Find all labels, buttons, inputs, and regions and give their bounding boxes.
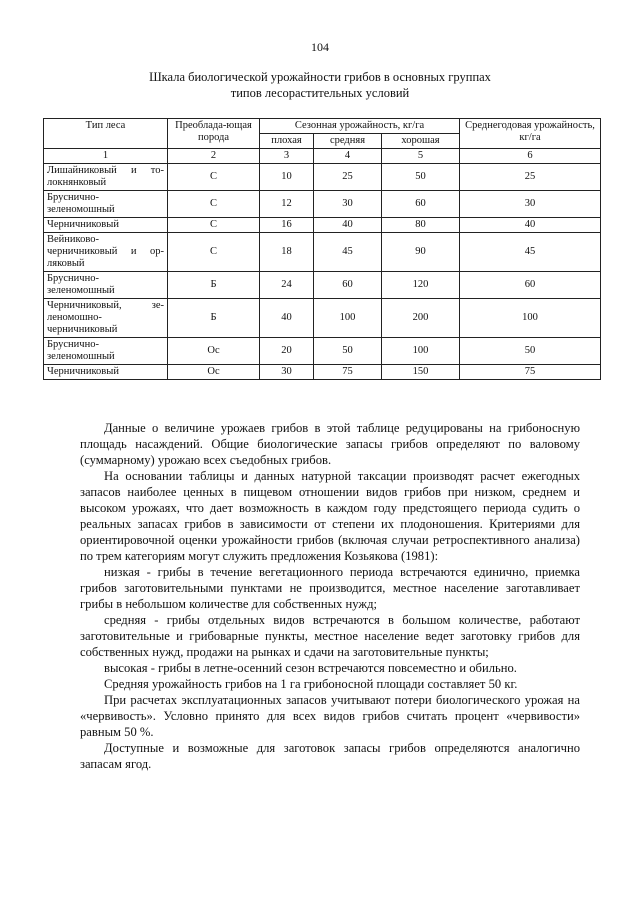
species-cell: С (168, 164, 260, 191)
average-yield-cell: 60 (460, 272, 601, 299)
table-row (44, 365, 601, 380)
column-number: 6 (460, 149, 601, 164)
title-line-2: типов лесорастительных условий (230, 86, 410, 100)
good-yield-cell: 150 (382, 365, 460, 380)
table-row (44, 299, 601, 338)
good-yield-cell: 60 (382, 191, 460, 218)
average-yield-cell: 25 (460, 164, 601, 191)
header-row-1 (44, 119, 601, 134)
table-body (44, 164, 601, 380)
poor-yield-cell: 12 (260, 191, 314, 218)
forest-type-cell: Бруснично-зеленомошный (44, 338, 168, 365)
species-cell: Ос (168, 365, 260, 380)
poor-yield-cell: 18 (260, 233, 314, 272)
header-average-annual: Среднегодовая урожайность, кг/га (460, 119, 601, 149)
header-medium: средняя (314, 134, 382, 149)
medium-yield-cell: 60 (314, 272, 382, 299)
species-cell: С (168, 218, 260, 233)
column-number: 4 (314, 149, 382, 164)
forest-type-cell: Черничниковый, зе-леномошно-черничниковый (44, 299, 168, 338)
paragraph: низкая - грибы в течение вегетационного периода встречаются единично, приемка грибов заготовительными пунктами не производится, местное население заготавливает грибы в небольшом количестве для собственных нужд; (80, 565, 580, 611)
forest-type-cell: Бруснично-зеленомошный (44, 272, 168, 299)
paragraph: высокая - грибы в летне-осенний сезон встречаются повсеместно и обильно. (104, 661, 517, 675)
species-cell: Б (168, 299, 260, 338)
good-yield-cell: 100 (382, 338, 460, 365)
poor-yield-cell: 30 (260, 365, 314, 380)
poor-yield-cell: 20 (260, 338, 314, 365)
poor-yield-cell: 10 (260, 164, 314, 191)
forest-type-cell: Вейниково-черничниковый и ор-ляковый (44, 233, 168, 272)
header-seasonal-yield: Сезонная урожайность, кг/га (260, 119, 460, 134)
species-cell: С (168, 233, 260, 272)
poor-yield-cell: 16 (260, 218, 314, 233)
paragraph: Средняя урожайность грибов на 1 га грибоносной площади составляет 50 кг. (104, 677, 518, 691)
table-row (44, 233, 601, 272)
forest-type-cell: Черничниковый (44, 218, 168, 233)
good-yield-cell: 200 (382, 299, 460, 338)
medium-yield-cell: 25 (314, 164, 382, 191)
good-yield-cell: 50 (382, 164, 460, 191)
average-yield-cell: 50 (460, 338, 601, 365)
species-cell: Ос (168, 338, 260, 365)
poor-yield-cell: 24 (260, 272, 314, 299)
medium-yield-cell: 40 (314, 218, 382, 233)
medium-yield-cell: 45 (314, 233, 382, 272)
good-yield-cell: 80 (382, 218, 460, 233)
yield-table (43, 118, 601, 380)
column-number-row (44, 149, 601, 164)
table-row (44, 191, 601, 218)
paragraph: Доступные и возможные для заготовок запасы грибов определяются аналогично запасам ягод. (80, 741, 580, 771)
average-yield-cell: 40 (460, 218, 601, 233)
header-dominant-species: Преоблада-ющая порода (168, 119, 260, 149)
paragraph: При расчетах эксплуатационных запасов учитывают потери биологического урожая на «червивость». Условно принято для всех видов грибов считать процент «червивости» равным 50 %. (80, 693, 580, 739)
table-title (60, 69, 580, 101)
good-yield-cell: 90 (382, 233, 460, 272)
column-number: 3 (260, 149, 314, 164)
title-line-1: Шкала биологической урожайности грибов в основных группах (149, 70, 491, 84)
paragraph: Данные о величине урожаев грибов в этой таблице редуцированы на грибоносную площадь насаждений. Общие биологические запасы грибов определяют по валовому (суммарному) урожаю всех съедобных грибов. (80, 421, 580, 467)
medium-yield-cell: 30 (314, 191, 382, 218)
table-row (44, 272, 601, 299)
forest-type-cell: Черничниковый (44, 365, 168, 380)
column-number: 1 (44, 149, 168, 164)
medium-yield-cell: 100 (314, 299, 382, 338)
medium-yield-cell: 50 (314, 338, 382, 365)
column-number: 5 (382, 149, 460, 164)
average-yield-cell: 30 (460, 191, 601, 218)
average-yield-cell: 75 (460, 365, 601, 380)
species-cell: С (168, 191, 260, 218)
header-good: хорошая (382, 134, 460, 149)
average-yield-cell: 100 (460, 299, 601, 338)
paragraph: средняя - грибы отдельных видов встречаются в большом количестве, работают заготовительные и грибоварные пункты, местное население ведет заготовку грибов для собственных нужд, продажи на рынках и сдачи на заготовительные пункты; (80, 613, 580, 659)
good-yield-cell: 120 (382, 272, 460, 299)
paragraph: На основании таблицы и данных натурной таксации производят расчет ежегодных запасов наиболее ценных в пищевом отношении видов грибов при низком, среднем и высоком урожаях, что дает возможность в каждом году предстоящего периода судить о реальных запасах грибов в зависимости от степени их плодоношения. Критериями для ориентировочной оценки урожайности грибов (включая случаи ретроспективного анализа) по трем категориям могут служить предложения Козьякова (1981): (80, 469, 580, 563)
header-poor: плохая (260, 134, 314, 149)
table-row (44, 338, 601, 365)
medium-yield-cell: 75 (314, 365, 382, 380)
header-forest-type: Тип леса (44, 119, 168, 149)
forest-type-cell: Бруснично-зеленомошный (44, 191, 168, 218)
species-cell: Б (168, 272, 260, 299)
page-number: 104 (311, 40, 329, 54)
column-number: 2 (168, 149, 260, 164)
body-text (80, 420, 580, 772)
table-row (44, 218, 601, 233)
average-yield-cell: 45 (460, 233, 601, 272)
forest-type-cell: Лишайниковый и то-локнянковый (44, 164, 168, 191)
table-row (44, 164, 601, 191)
poor-yield-cell: 40 (260, 299, 314, 338)
